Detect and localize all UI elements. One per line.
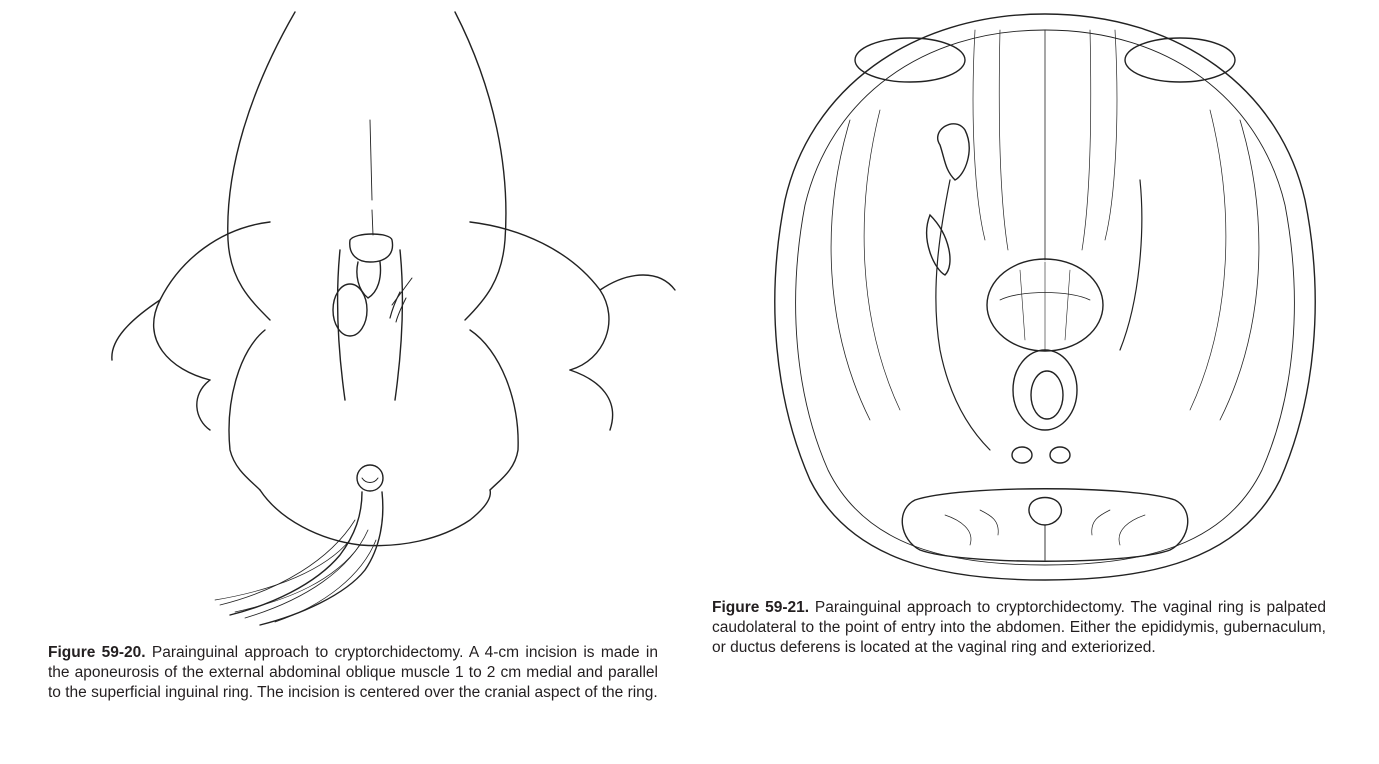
- figure-59-21-text: Parainguinal approach to cryptorchidectomy. The vaginal ring is palpated caudolateral to the point of entry into the abdomen. Either the epididymis, gubernaculum, or ductus deferens is located at the vaginal ring and exteriorized.: [712, 599, 1326, 656]
- figure-59-20-caption: [48, 643, 658, 703]
- figure-59-21-label: Figure 59-21.: [712, 599, 810, 616]
- figure-59-20-label: Figure 59-20.: [48, 644, 146, 661]
- figure-59-21-caption: [712, 598, 1326, 658]
- figure-59-21-illustration: [760, 0, 1330, 590]
- figure-59-20-text: Parainguinal approach to cryptorchidectomy. A 4-cm incision is made in the aponeurosis of the external abdominal oblique muscle 1 to 2 cm medial and parallel to the superficial inguinal ring. The incision is centered over the cranial aspect of the ring.: [48, 644, 658, 701]
- figure-59-20-illustration: [100, 0, 680, 630]
